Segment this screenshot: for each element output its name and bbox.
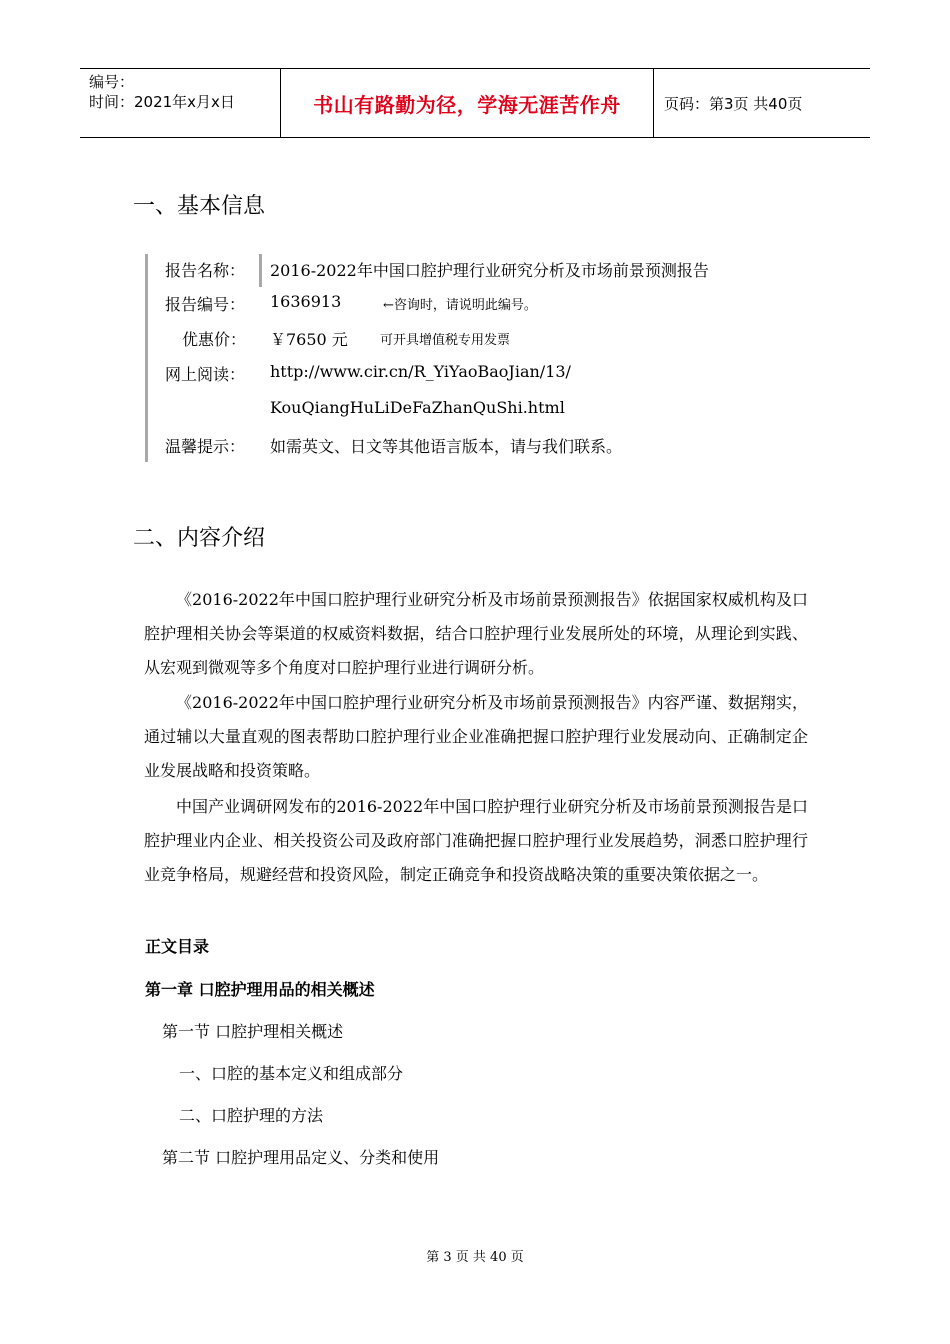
toc-section-1: 第一节 口腔护理相关概述 xyxy=(162,1022,344,1041)
price-note: 可开具增值税专用发票 xyxy=(380,333,511,348)
toc-item-1: 一、口腔的基本定义和组成部分 xyxy=(179,1064,404,1083)
intro-paragraph-3: 中国产业调研网发布的2016-2022年中国口腔护理行业研究分析及市场前景预测报告是口腔护理业内企业、相关投资公司及政府部门准确把握口腔护理行业发展趋势，洞悉口腔护理行业竞争格局，规避经营和投资风险，制定正确竞争和投资战略决策的重要决策依据之一。 xyxy=(144,797,808,884)
tip-label: 温馨提示： xyxy=(165,437,246,456)
report-name-label: 报告名称： xyxy=(165,261,246,280)
info-value-rule xyxy=(259,254,262,287)
section-title-basic-info: 一、基本信息 xyxy=(133,194,266,219)
online-read-url-line1[interactable]: http://www.cir.cn/R_YiYaoBaoJian/13/ xyxy=(270,362,571,381)
price-value: ￥7650 元 xyxy=(270,330,348,349)
price-label: 优惠价： xyxy=(182,330,247,349)
header-meta-cell xyxy=(80,69,281,137)
header-page-info: 页码：第3页 共40页 xyxy=(664,94,803,113)
report-code-value: 1636913 xyxy=(270,292,342,311)
online-read-label: 网上阅读： xyxy=(165,365,246,384)
report-code-label: 报告编号： xyxy=(165,295,246,314)
doc-number-label: 编号： xyxy=(89,73,135,91)
section-title-content: 二、内容介绍 xyxy=(133,526,266,551)
report-code-note: ←咨询时，请说明此编号。 xyxy=(383,298,537,313)
tip-value: 如需英文、日文等其他语言版本，请与我们联系。 xyxy=(270,437,623,456)
online-read-url-line2[interactable]: KouQiangHuLiDeFaZhanQuShi.html xyxy=(270,398,565,417)
report-name-value: 2016-2022年中国口腔护理行业研究分析及市场前景预测报告 xyxy=(270,261,709,280)
toc-item-2: 二、口腔护理的方法 xyxy=(179,1106,324,1125)
info-left-rule xyxy=(145,254,148,462)
doc-date: 时间：2021年x月x日 xyxy=(89,93,235,111)
intro-paragraph-1: 《2016-2022年中国口腔护理行业研究分析及市场前景预测报告》依据国家权威机构及口腔护理相关协会等渠道的权威资料数据，结合口腔护理行业发展所处的环境，从理论到实践、从宏观到微观等多个角度对口腔护理行业进行调研分析。 xyxy=(144,590,808,677)
toc-chapter-1: 第一章 口腔护理用品的相关概述 xyxy=(145,980,375,999)
toc-heading: 正文目录 xyxy=(145,937,210,956)
toc-section-2: 第二节 口腔护理用品定义、分类和使用 xyxy=(162,1148,440,1167)
intro-paragraph-2: 《2016-2022年中国口腔护理行业研究分析及市场前景预测报告》内容严谨、数据翔实，通过辅以大量直观的图表帮助口腔护理行业企业准确把握口腔护理行业发展动向、正确制定企业发展战略和投资策略。 xyxy=(144,693,808,780)
page-header xyxy=(80,68,870,138)
page-footer: 第 3 页 共 40 页 xyxy=(426,1250,524,1265)
header-motto: 书山有路勤为径，学海无涯苦作舟 xyxy=(281,69,654,137)
